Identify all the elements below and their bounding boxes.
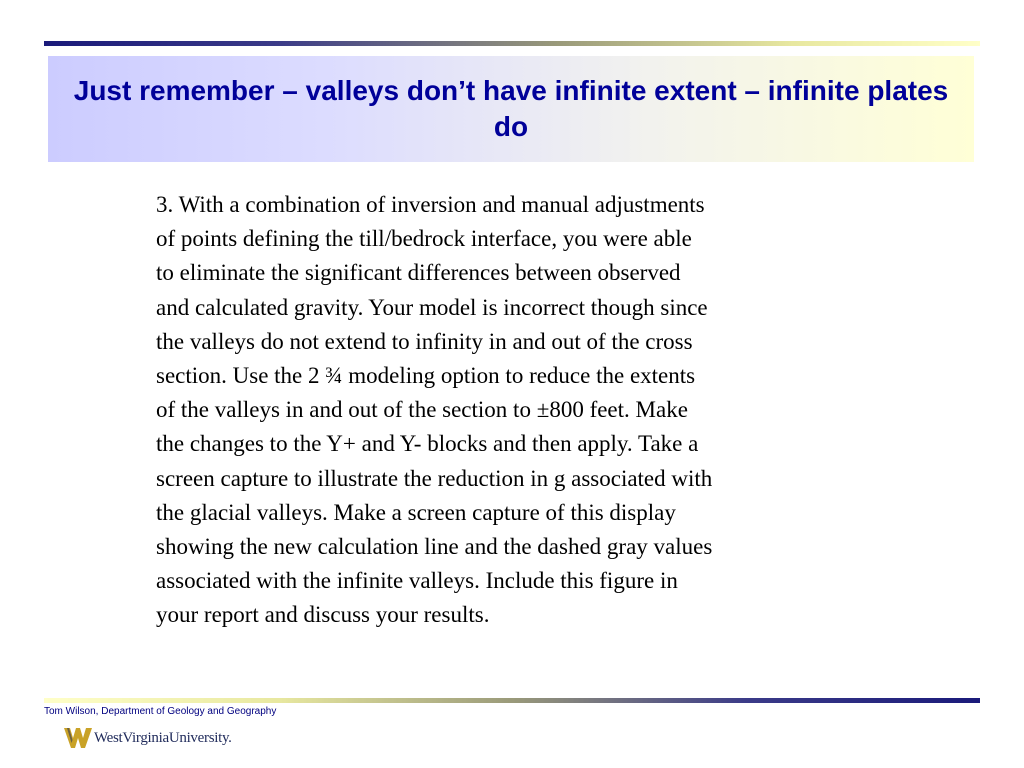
logo-wordmark: WestVirginiaUniversity. — [94, 729, 232, 746]
bottom-rule — [44, 698, 980, 703]
body-paragraph: 3. With a combination of inversion and manual adjustments of points defining the till/bedrock interface, you were able to eliminate the significant differences between observed and calculated gravity. Your model is incorrect though since the valleys do not extend to infinity in and out of the cross section. Use the 2 ¾ modeling option to reduce the extents of the valleys in and out of the section to ±800 feet. Make the changes to the Y+ and Y- blocks and then apply. Take a screen capture to illustrate the reduction in g associated with the glacial valleys. Make a screen capture of this display showing the new calculation line and the dashed gray values associated with the infinite valleys. Include this figure in your report and discuss your results. — [156, 192, 713, 628]
footer-credit: Tom Wilson, Department of Geology and Geography — [44, 706, 277, 717]
wvu-logo — [64, 724, 232, 752]
title-banner — [48, 56, 974, 162]
flying-wv-icon — [64, 726, 92, 750]
top-rule — [44, 41, 980, 46]
slide-title: Just remember – valleys don’t have infinite extent – infinite plates do — [73, 75, 949, 142]
